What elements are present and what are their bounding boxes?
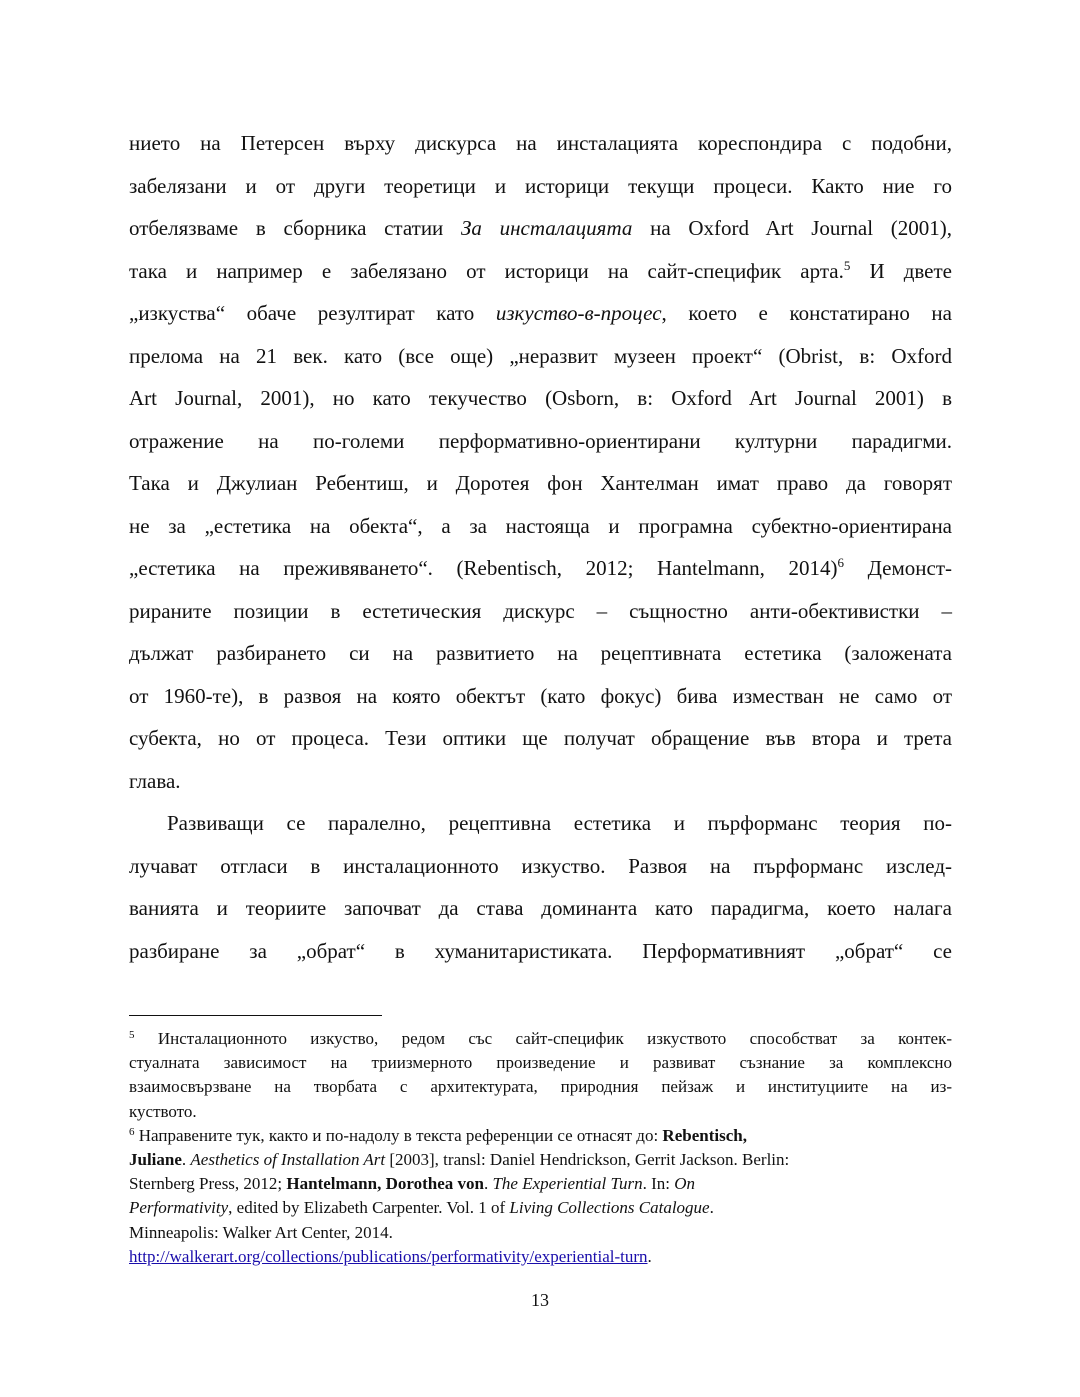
paragraph-line: отражение на по-големи перформативно-ориентирани културни парадигми. bbox=[129, 428, 952, 453]
italic-text: изкуство-в-процес bbox=[495, 301, 662, 325]
footnote-line: $^5$ Инсталационното изкуство, редом със сайт-специфик изкуството способстват за контек- bbox=[129, 1029, 952, 1048]
footnote-line: Performativity, edited by Elizabeth Carpenter. Vol. 1 of Living Collections Catalogue. bbox=[129, 1198, 714, 1218]
footnote-reference[interactable]: 6 bbox=[129, 1125, 135, 1138]
italic-text: Living Collections Catalogue bbox=[509, 1198, 710, 1218]
paragraph-line: нието на Петерсен върху дискурса на инсталацията кореспондира с подобни, bbox=[129, 131, 952, 155]
paragraph-line: от 1960-те), в развоя на която обектът (като фокус) бива изместван не само от bbox=[129, 683, 952, 708]
footnotes bbox=[129, 1027, 952, 1269]
paragraph-line: субекта, но от процеса. Тези оптики ще получат обращение във втора и трета bbox=[129, 726, 952, 750]
paragraph-line: „изкуства“ обаче резултират като изкуство-в-процес, което е констатирано на bbox=[129, 301, 952, 325]
footnote-line: Sternberg Press, 2012; Hantelmann, Dorothea von. The Experiential Turn. In: On bbox=[129, 1174, 696, 1194]
paragraph-line: така и например е забелязано от историци на сайт-специфик арта.$^5$ И двете bbox=[129, 257, 953, 283]
italic-text: Aesthetics of Installation Art bbox=[190, 1149, 386, 1169]
bold-text: Hantelmann, Dorothea von bbox=[286, 1174, 484, 1194]
footnote-5 bbox=[129, 1027, 952, 1124]
paragraph-line: отбелязваме в сборника статии За инсталацията на Oxford Art Journal (2001), bbox=[129, 216, 953, 240]
footnote-line: Juliane. Aesthetics of Installation Art [2003], transl: Daniel Hendrickson, Gerrit Jackson. Berlin: bbox=[129, 1149, 790, 1169]
paragraph-line: рираните позиции в естетическия дискурс – същностно анти-обективистки – bbox=[129, 598, 952, 623]
footnote-line: стуалната зависимост на триизмерното произведение и развиват съзнание за комплексно bbox=[129, 1053, 952, 1073]
paragraph-line: забелязани и от други теоретици и историци текущи процеси. Както ние го bbox=[129, 173, 952, 198]
paragraph-line: не за „естетика на обекта“, а за настояща и програмна субектно-ориентирана bbox=[129, 513, 952, 538]
paragraph-line: глава. bbox=[129, 768, 181, 793]
page-number: 13 bbox=[531, 1290, 549, 1310]
paragraph-line: дължат разбирането си на развитието на рецептивната естетика (заложената bbox=[129, 641, 952, 665]
footnote-reference[interactable]: 5 bbox=[129, 1029, 135, 1041]
footnote-line: куството. bbox=[129, 1101, 197, 1121]
bold-text: Rebentisch, bbox=[662, 1125, 747, 1145]
footnote-6 bbox=[129, 1124, 952, 1269]
bold-text: Juliane bbox=[129, 1149, 182, 1169]
italic-text: The Experiential Turn bbox=[492, 1174, 643, 1194]
footnote-reference[interactable]: 5 bbox=[843, 257, 851, 273]
footnote-line: взаимосвързване на творбата с архитектурата, природния пейзаж и институциите на из- bbox=[129, 1077, 952, 1097]
footnote-reference[interactable]: 6 bbox=[837, 555, 844, 570]
italic-text: On bbox=[674, 1174, 696, 1194]
footnote-line: http://walkerart.org/collections/publications/performativity/experiential-turn. bbox=[129, 1246, 652, 1266]
paragraph-line: Така и Джулиан Ребентиш, и Доротея фон Хантелман имат право да говорят bbox=[129, 471, 952, 495]
italic-text: За инсталацията bbox=[461, 216, 633, 240]
paragraph-line: лучават отгласи в инсталационното изкуство. Развоя на пърформанс изслед- bbox=[129, 853, 952, 878]
reference-link[interactable]: http://walkerart.org/collections/publications/performativity/experiential-turn bbox=[129, 1246, 648, 1266]
footnote-separator bbox=[129, 1015, 382, 1016]
paragraph-line: ванията и теориите започват да става доминанта като парадигма, което налага bbox=[129, 896, 952, 920]
body-text bbox=[129, 122, 952, 972]
paragraph-line: „естетика на преживяването“. (Rebentisch, 2012; Hantelmann, 2014)$^6$ Демонст- bbox=[129, 555, 952, 580]
paragraph-line: разбиране за „обрат“ в хуманитаристиката. Перформативният „обрат“ се bbox=[129, 938, 952, 963]
paragraph-line: прелома на 21 век. като (все още) „неразвит музеен проект“ (Obrist, в: Oxford bbox=[129, 343, 952, 368]
footnote-line: Minneapolis: Walker Art Center, 2014. bbox=[129, 1222, 393, 1242]
italic-text: Performativity bbox=[129, 1198, 229, 1218]
paragraph-line: Развиващи се паралелно, рецептивна естетика и пърформанс теория по- bbox=[167, 811, 952, 835]
footnote-line: $^6$ Направените тук, както и по-надолу в текста референции се отнасят до: Rebentisch, bbox=[129, 1125, 747, 1145]
paragraph-line: Art Journal, 2001), но като текучество (Osborn, в: Oxford Art Journal 2001) в bbox=[129, 386, 952, 410]
